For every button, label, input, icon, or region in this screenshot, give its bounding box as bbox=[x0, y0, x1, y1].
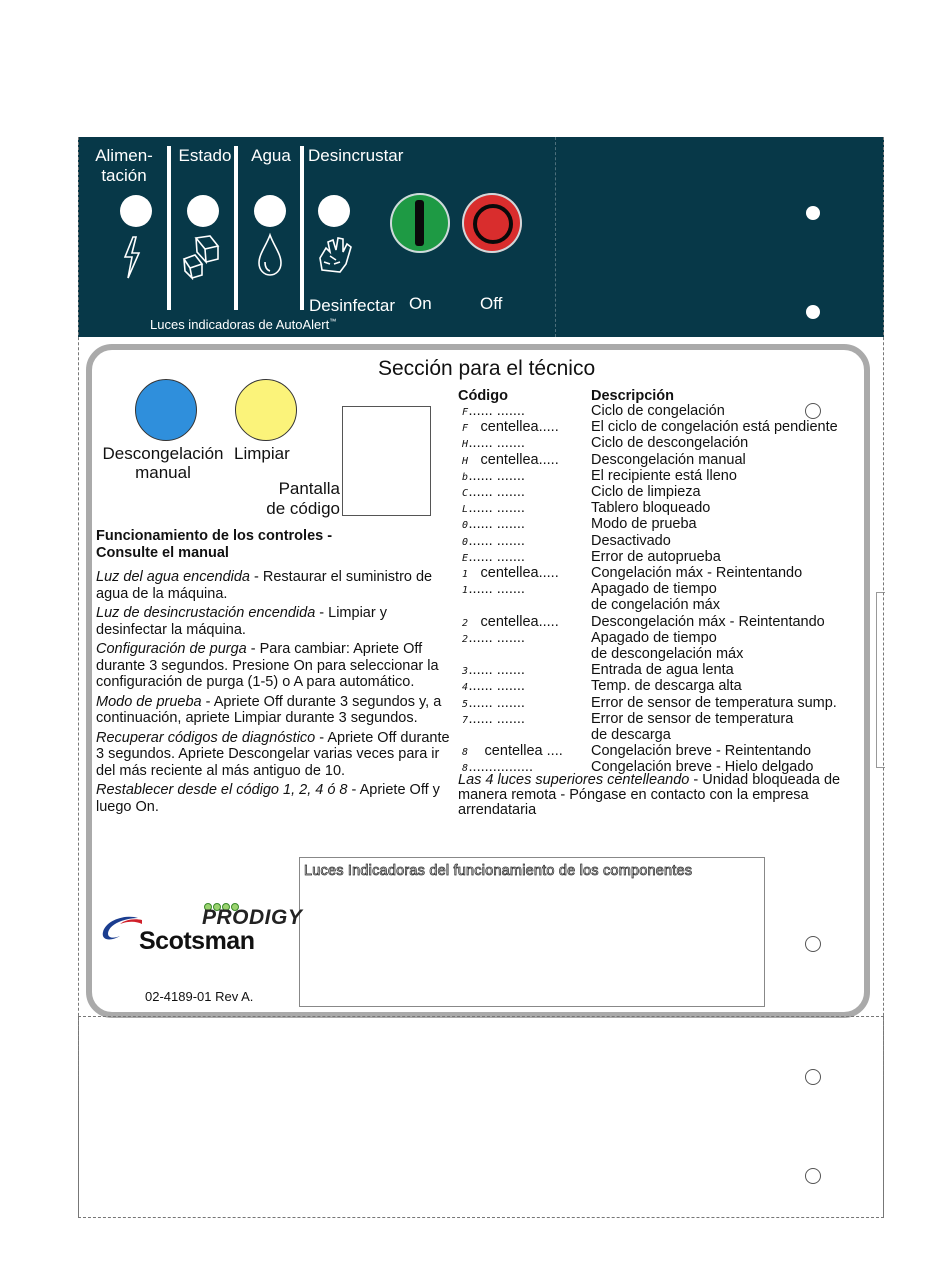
code-symbol: b bbox=[462, 471, 469, 483]
code-leader-dots: .... bbox=[542, 743, 563, 760]
code-modifier: centellea bbox=[480, 743, 543, 760]
autoalert-caption: Luces indicadoras de AutoAlert™ bbox=[150, 317, 337, 332]
code-symbol: 2 bbox=[462, 633, 469, 645]
instruction-item: Recuperar códigos de diagnóstico - Apriete Off durante 3 segundos. Apriete Descongelar varias veces para ir del más reciente al más antiguo de 10. bbox=[96, 729, 450, 779]
code-leader-dots: ...... ....... bbox=[468, 694, 525, 711]
code-description: El recipiente está lleno bbox=[591, 467, 737, 484]
code-description: Descongelación máx - Reintentando bbox=[591, 613, 825, 630]
code-symbol: 8 bbox=[462, 747, 469, 759]
code-column-header: Código bbox=[458, 388, 508, 404]
code-symbol: 0 bbox=[462, 520, 469, 532]
code-description: Modo de prueba bbox=[591, 516, 697, 533]
part-number: 02-4189-01 Rev A. bbox=[145, 989, 254, 1004]
controls-heading: Funcionamiento de los controles - Consulte el manual bbox=[96, 528, 333, 561]
code-symbol: 0 bbox=[462, 536, 469, 548]
clean-label: Limpiar bbox=[234, 444, 290, 463]
code-leader-dots: ..... bbox=[538, 613, 559, 630]
code-leader-dots: ...... ....... bbox=[468, 484, 525, 500]
code-leader-dots: ...... ....... bbox=[468, 662, 525, 679]
off-label: Off bbox=[480, 294, 503, 313]
code-symbol: 3 bbox=[462, 666, 469, 678]
instruction-item: Luz de desincrustación encendida - Limpiar y desinfectar la máquina. bbox=[96, 605, 387, 638]
code-symbol: 7 bbox=[462, 714, 469, 726]
code-description: Apagado de tiempo bbox=[591, 629, 717, 646]
lower-cut-area bbox=[78, 1016, 884, 1218]
code-description: Error de sensor de temperatura bbox=[591, 710, 794, 727]
code-symbol: F bbox=[462, 423, 469, 435]
code-description: Congelación máx - Reintentando bbox=[591, 565, 803, 581]
code-description: El ciclo de congelación está pendiente bbox=[591, 419, 838, 436]
instruction-item: Luz del agua encendida - Restaurar el suministro de agua de la máquina. bbox=[96, 569, 433, 602]
code-description: Ciclo de congelación bbox=[591, 403, 725, 419]
code-description: Desactivado bbox=[591, 532, 671, 549]
sanitize-label: Desinfectar bbox=[309, 296, 395, 315]
code-symbol: 1 bbox=[462, 585, 469, 597]
description-column-header: Descripción bbox=[591, 388, 674, 404]
code-symbol: C bbox=[462, 488, 469, 499]
code-description: Error de autoprueba bbox=[591, 548, 721, 565]
code-leader-dots: ...... ....... bbox=[468, 467, 525, 484]
code-modifier: centellea bbox=[480, 613, 539, 630]
code-symbol: F bbox=[462, 407, 469, 418]
on-label: On bbox=[409, 294, 432, 313]
code-symbol: 5 bbox=[462, 698, 469, 710]
code-leader-dots: ...... ....... bbox=[468, 629, 525, 646]
code-leader-dots: ...... ....... bbox=[468, 548, 525, 565]
code-symbol: 8 bbox=[462, 763, 469, 775]
code-leader-dots: ..... bbox=[538, 451, 559, 468]
code-description: Temp. de descarga alta bbox=[591, 678, 742, 695]
code-leader-dots: ...... ....... bbox=[468, 500, 525, 517]
code-description: Congelación breve - Reintentando bbox=[591, 743, 812, 760]
code-leader-dots: ...... ....... bbox=[468, 403, 525, 419]
code-symbol: H bbox=[462, 439, 469, 451]
code-symbol: 2 bbox=[462, 617, 469, 629]
code-symbol: 4 bbox=[462, 682, 469, 694]
code-display-label: Pantalla de código bbox=[266, 479, 340, 518]
status-label: Estado bbox=[178, 146, 232, 165]
code-description: Entrada de agua lenta bbox=[591, 662, 734, 679]
code-modifier: centellea bbox=[480, 451, 539, 468]
water-label: Agua bbox=[251, 146, 291, 165]
code-symbol: E bbox=[462, 552, 469, 564]
technician-section-title: Sección para el técnico bbox=[378, 357, 596, 380]
instruction-item: Restablecer desde el código 1, 2, 4 ó 8 - Apriete Off y luego On. bbox=[96, 782, 440, 815]
lockout-note: Las 4 luces superiores centelleando - Unidad bloqueada de manera remota - Póngase en contacto con la empresa arrendataria bbox=[458, 772, 841, 818]
code-leader-dots: ...... ....... bbox=[468, 435, 525, 452]
code-leader-dots: ..... bbox=[538, 565, 559, 581]
code-symbol: 1 bbox=[462, 569, 469, 580]
code-description-continued: de descarga bbox=[591, 727, 671, 743]
code-description: Ciclo de descongelación bbox=[591, 435, 749, 452]
code-description: Ciclo de limpieza bbox=[591, 484, 701, 500]
code-description: Congelación breve - Hielo delgado bbox=[591, 759, 814, 776]
code-leader-dots: ...... ....... bbox=[468, 532, 525, 549]
code-description-continued: de congelación máx bbox=[591, 597, 720, 614]
instruction-item: Modo de prueba - Apriete Off durante 3 segundos y, a continuación, apriete Limpiar durante 3 segundos. bbox=[96, 693, 442, 726]
code-leader-dots: ...... ....... bbox=[468, 678, 525, 695]
code-leader-dots: ...... ....... bbox=[468, 581, 525, 598]
code-description: Error de sensor de temperatura sump. bbox=[591, 694, 837, 711]
code-symbol: H bbox=[462, 455, 469, 467]
code-modifier: centellea bbox=[480, 419, 539, 436]
code-description: Apagado de tiempo bbox=[591, 581, 717, 598]
code-description: Tablero bloqueado bbox=[591, 500, 711, 517]
prodigy-wordmark: PRODIGY bbox=[202, 906, 303, 929]
descale-label: Desincrustar bbox=[308, 146, 404, 165]
code-leader-dots: ...... ....... bbox=[468, 710, 525, 727]
code-symbol: L bbox=[462, 504, 469, 516]
component-lights-title: Luces Indicadoras del funcionamiento de los componentes bbox=[304, 863, 693, 879]
scotsman-wordmark: Scotsman bbox=[139, 927, 255, 955]
code-leader-dots: ................ bbox=[468, 759, 533, 776]
manual-defrost-label: Descongelación manual bbox=[102, 444, 224, 482]
code-description-continued: de descongelación máx bbox=[591, 646, 744, 662]
code-description: Descongelación manual bbox=[591, 451, 746, 468]
power-label: Alimen- tación bbox=[95, 146, 153, 185]
instruction-item: Configuración de purga - Para cambiar: Apriete Off durante 3 segundos. Presione On para seleccionar la configuración de purga (1-5) o A para automático. bbox=[96, 641, 439, 690]
code-leader-dots: ...... ....... bbox=[468, 516, 525, 533]
code-modifier: centellea bbox=[480, 565, 539, 581]
code-leader-dots: ..... bbox=[538, 419, 559, 436]
